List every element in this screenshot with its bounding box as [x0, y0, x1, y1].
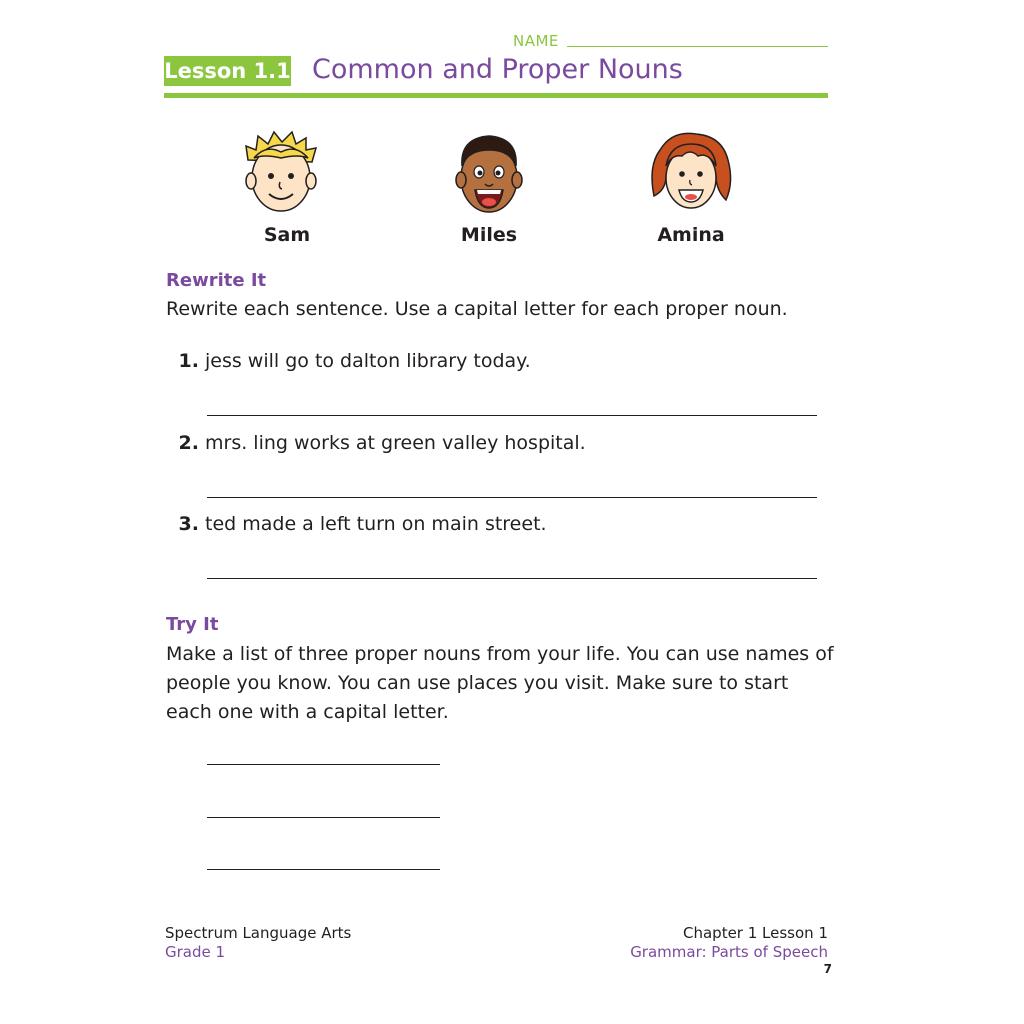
- item-sentence: mrs. ling works at green valley hospital.: [205, 432, 586, 454]
- list-item: [178, 432, 586, 454]
- answer-line-3[interactable]: [207, 578, 817, 579]
- rewrite-heading: Rewrite It: [166, 270, 267, 291]
- item-sentence: jess will go to dalton library today.: [205, 350, 531, 372]
- boy-dark-hair-face-icon: [444, 126, 534, 220]
- footer-book-title: Spectrum Language Arts: [165, 924, 352, 942]
- item-sentence: ted made a left turn on main street.: [205, 513, 547, 535]
- rewrite-instruction: Rewrite each sentence. Use a capital letter for each proper noun.: [166, 298, 788, 320]
- character-name-sam: Sam: [263, 224, 311, 246]
- item-number: 2.: [178, 432, 199, 454]
- answer-line-1[interactable]: [207, 415, 817, 416]
- proper-noun-line-1[interactable]: [207, 764, 440, 765]
- list-item: [178, 513, 547, 535]
- title-divider: [164, 93, 828, 98]
- page-title: Common and Proper Nouns: [312, 54, 683, 85]
- page-number: 7: [823, 962, 832, 976]
- character-name-amina: Amina: [657, 224, 725, 246]
- list-item: [178, 350, 531, 372]
- proper-noun-line-2[interactable]: [207, 817, 440, 818]
- character-name-miles: Miles: [460, 224, 518, 246]
- try-it-heading: Try It: [166, 614, 219, 635]
- answer-line-2[interactable]: [207, 497, 817, 498]
- name-write-line[interactable]: [567, 46, 828, 47]
- footer-topic: Grammar: Parts of Speech: [630, 943, 828, 961]
- girl-red-hair-face-icon: [646, 126, 736, 220]
- proper-noun-line-3[interactable]: [207, 869, 440, 870]
- lesson-badge: Lesson 1.1: [164, 56, 291, 86]
- footer-chapter: Chapter 1 Lesson 1: [683, 924, 828, 942]
- boy-blond-face-icon: [236, 126, 326, 220]
- item-number: 3.: [178, 513, 199, 535]
- name-label: NAME: [513, 32, 559, 50]
- footer-grade: Grade 1: [165, 943, 226, 961]
- try-it-instruction: Make a list of three proper nouns from your life. You can use names of people you know. You can use places you visit. Make sure to start each one with a capital letter.: [166, 643, 834, 723]
- item-number: 1.: [178, 350, 199, 372]
